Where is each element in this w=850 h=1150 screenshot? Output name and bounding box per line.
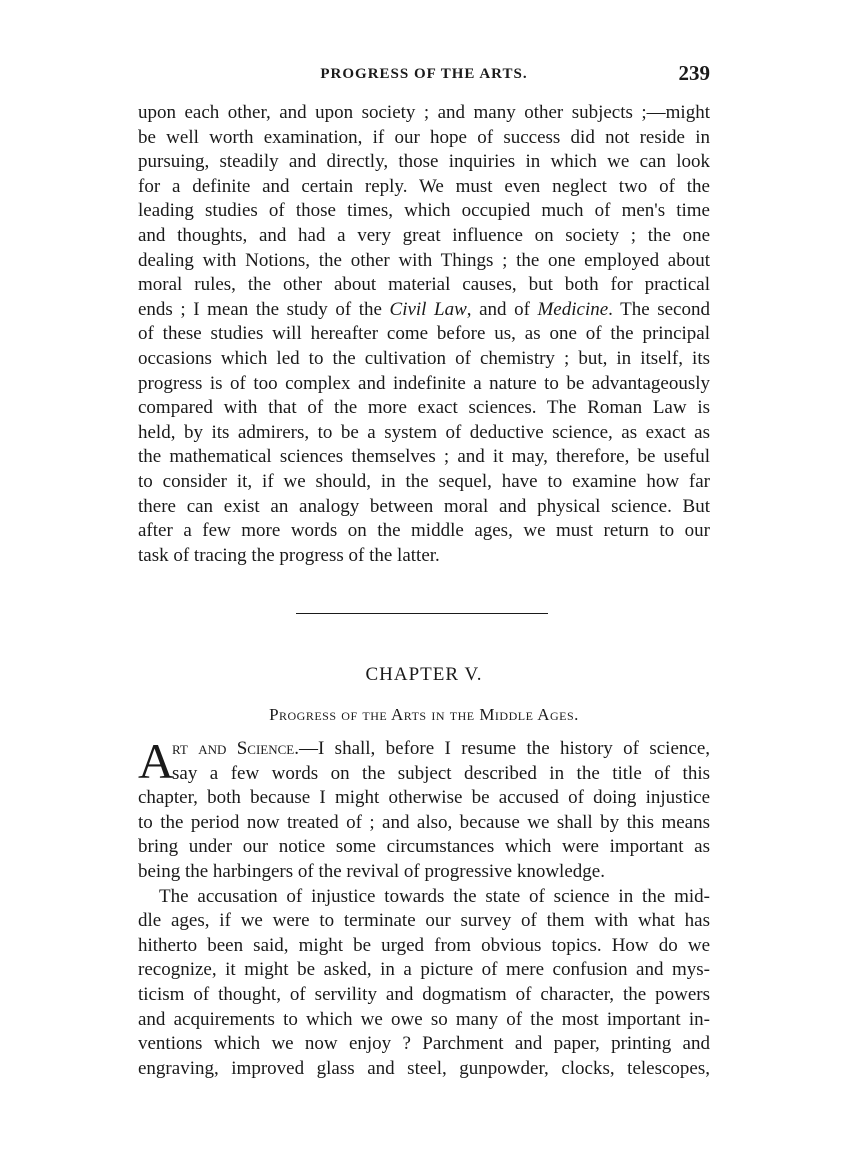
text-line: ventions which we now enjoy ? Parchment and paper, printing and — [138, 1033, 710, 1055]
text-line: to consider it, if we should, in the sequel, have to examine how far — [138, 470, 710, 492]
text-line: dealing with Notions, the other with Things ; the one employed about — [138, 249, 710, 271]
italic-term: Civil Law — [389, 298, 467, 320]
chapter-title: CHAPTER V. — [365, 664, 483, 685]
text-line: engraving, improved glass and steel, gunpowder, clocks, telescopes, — [138, 1057, 710, 1079]
continued-paragraph — [138, 101, 710, 568]
text-line: recognize, it might be asked, in a picture of mere confusion and mys- — [138, 959, 710, 981]
text-line: chapter, both because I might otherwise be accused of doing injustice — [138, 787, 710, 809]
chapter-subtitle: Progress of the Arts in the Middle Ages. — [269, 705, 579, 724]
text-line: and thoughts, and had a very great influence on society ; the one — [138, 224, 710, 246]
text-line: the mathematical sciences themselves ; and it may, therefore, be useful — [138, 446, 710, 468]
text-line: progress is of too complex and indefinite a nature to be advantageously — [138, 372, 710, 394]
text-line: for a definite and certain reply. We must even neglect two of the — [138, 175, 710, 197]
text-line: be well worth examination, if our hope of success did not reside in — [138, 126, 710, 148]
text-line: compared with that of the more exact sciences. The Roman Law is — [138, 397, 710, 419]
text-line — [138, 737, 710, 762]
text-line: ticism of thought, of servility and dogmatism of character, the powers — [138, 983, 710, 1005]
text-line: The accusation of injustice towards the state of science in the mid- — [159, 885, 710, 907]
section-heading-small-caps: rt and Science. — [172, 738, 299, 759]
text-line: leading studies of those times, which occupied much of men's time — [138, 200, 710, 222]
running-title: PROGRESS OF THE ARTS. — [320, 66, 528, 82]
text-line: task of tracing the progress of the latter. — [138, 544, 440, 566]
text-run: —I shall, before I resume the history of science, — [298, 738, 710, 759]
italic-term: Medicine — [537, 298, 609, 320]
text-line: pursuing, steadily and directly, those inquiries in which we can look — [138, 151, 710, 173]
text-line: being the harbingers of the revival of progressive knowledge. — [138, 860, 605, 882]
text-line: moral rules, the other about material causes, but both for practical — [138, 274, 710, 296]
text-line: dle ages, if we were to terminate our survey of them with what has — [138, 910, 710, 932]
text-line: held, by its admirers, to be a system of deductive science, as exact as — [138, 421, 710, 443]
text-line: bring under our notice some circumstances which were important as — [138, 836, 710, 858]
running-head — [138, 62, 710, 86]
text-line: of these studies will hereafter come before us, as one of the principal — [138, 323, 710, 345]
text-line: and acquirements to which we owe so many of the most important in- — [138, 1008, 710, 1030]
text-line-with-italics: ends ; I mean the study of the Civil Law, and of Medicine. The second — [138, 298, 710, 320]
text-line: hitherto been said, might be urged from obvious topics. How do we — [138, 934, 710, 956]
page-number: 239 — [678, 61, 710, 85]
section-divider-rule — [296, 613, 548, 614]
text-line: to the period now treated of ; and also, because we shall by this means — [138, 811, 710, 833]
text-line: occasions which led to the cultivation of chemistry ; but, in itself, its — [138, 347, 710, 369]
text-line: there can exist an analogy between moral and physical science. But — [138, 495, 710, 517]
text-line: upon each other, and upon society ; and many other subjects ;—might — [138, 102, 710, 123]
chapter-body — [138, 733, 710, 1081]
text-line: after a few more words on the middle ages, we must return to our — [138, 520, 710, 542]
drop-cap: A — [138, 733, 175, 789]
text-line: say a few words on the subject described in the title of this — [172, 762, 710, 784]
